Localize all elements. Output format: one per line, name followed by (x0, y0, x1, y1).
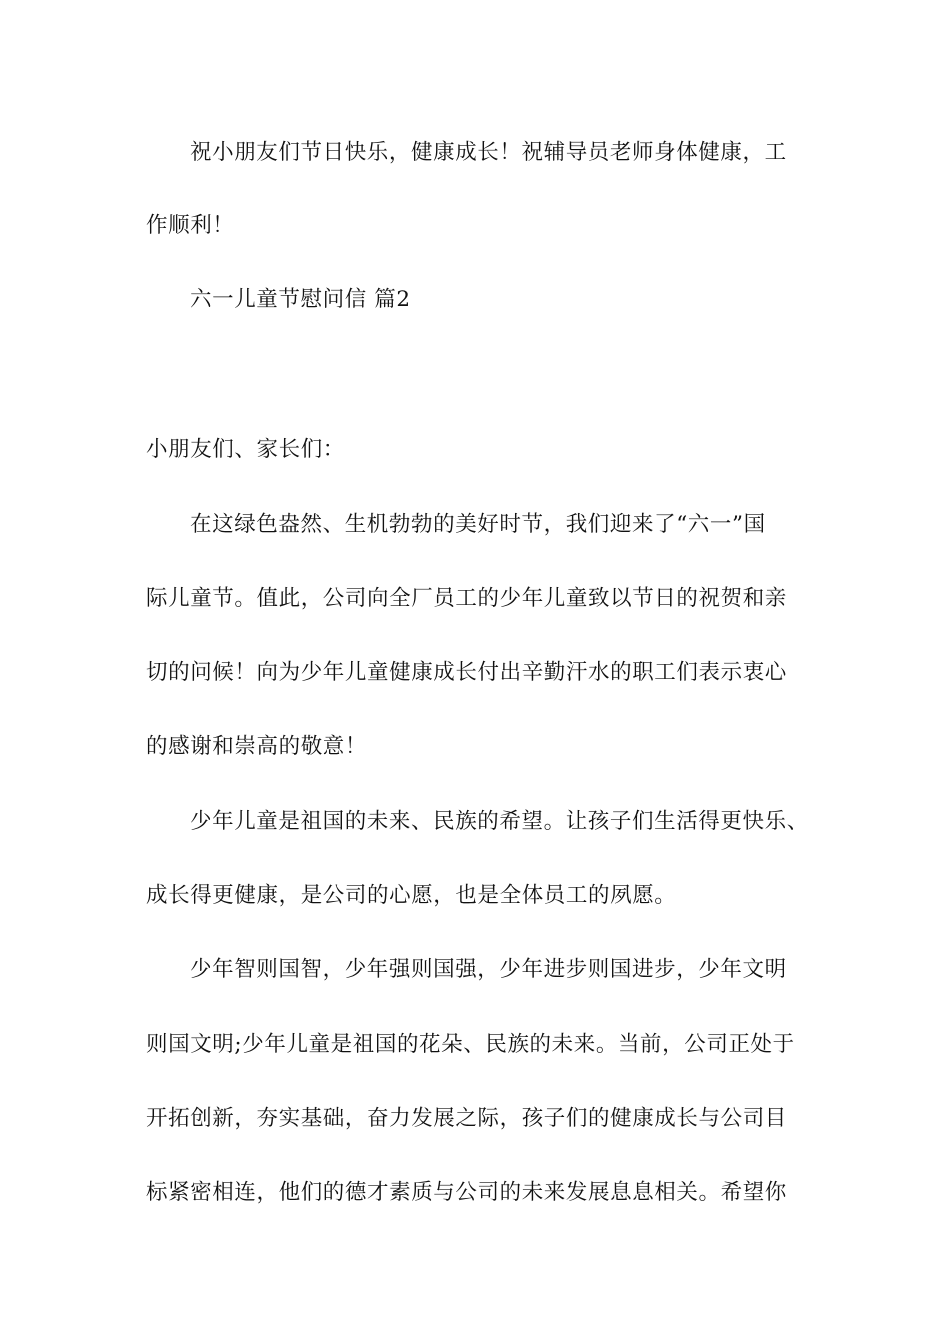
paragraph-line: 际儿童节。值此，公司向全厂员工的少年儿童致以节日的祝贺和亲 (146, 586, 787, 611)
section-heading: 六一儿童节慰问信 篇2 (190, 287, 411, 312)
paragraph-line: 切的问候！向为少年儿童健康成长付出辛勤汗水的职工们表示衷心 (146, 660, 787, 685)
paragraph-line: 的感谢和崇高的敬意！ (146, 734, 368, 759)
paragraph-line: 则国文明;少年儿童是祖国的花朵、民族的未来。当前，公司正处于 (146, 1032, 795, 1057)
paragraph-line: 作顺利！ (146, 213, 235, 238)
paragraph-line: 开拓创新，夯实基础，奋力发展之际，孩子们的健康成长与公司目 (146, 1106, 787, 1131)
paragraph-line: 少年智则国智，少年强则国强，少年进步则国进步，少年文明 (190, 957, 787, 982)
paragraph-line: 在这绿色盎然、生机勃勃的美好时节，我们迎来了“六一”国 (190, 512, 766, 537)
paragraph-line: 标紧密相连，他们的德才素质与公司的未来发展息息相关。希望你 (146, 1180, 787, 1205)
salutation: 小朋友们、家长们： (146, 437, 345, 462)
paragraph-line: 成长得更健康，是公司的心愿，也是全体员工的夙愿。 (146, 883, 677, 908)
paragraph-line: 祝小朋友们节日快乐，健康成长！祝辅导员老师身体健康，工 (190, 140, 787, 165)
paragraph-line: 少年儿童是祖国的未来、民族的希望。让孩子们生活得更快乐、 (190, 809, 809, 834)
